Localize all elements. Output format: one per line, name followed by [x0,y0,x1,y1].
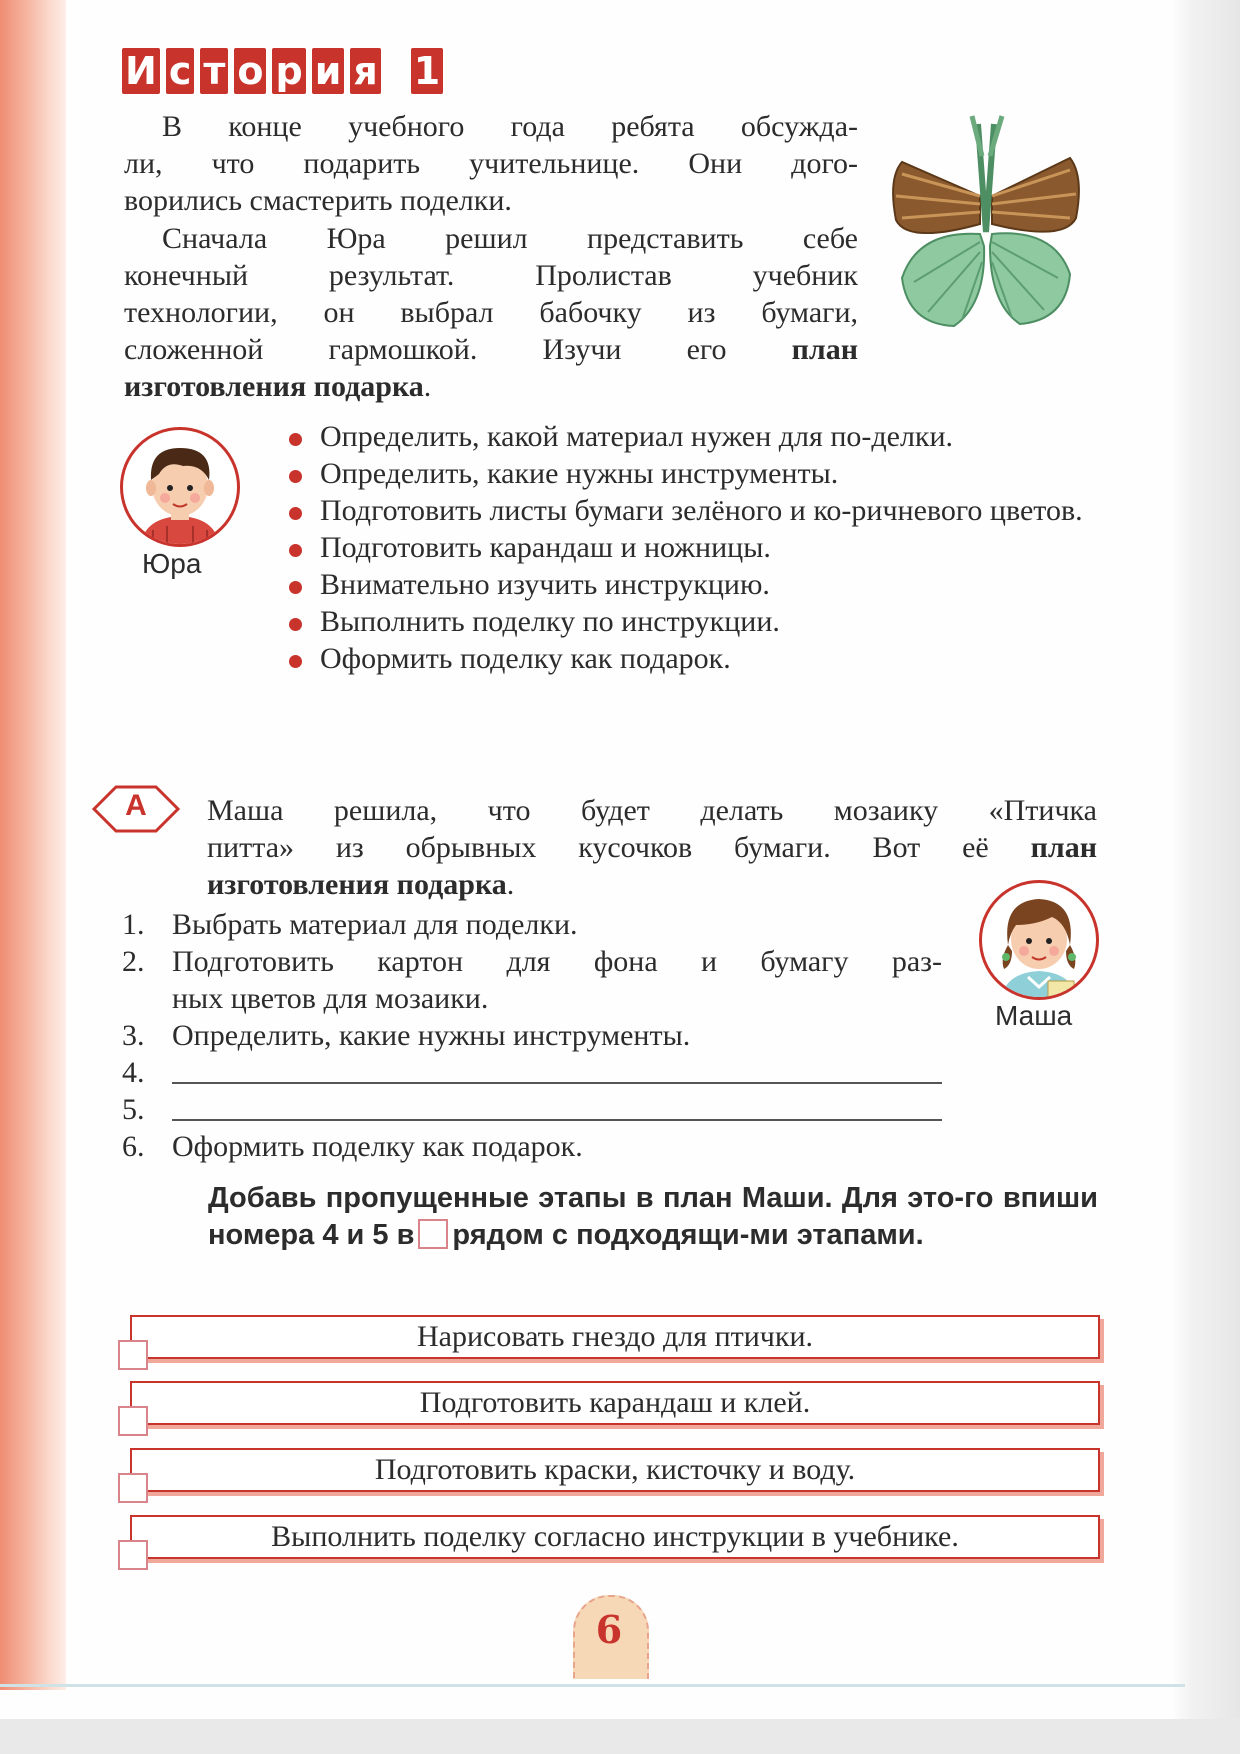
butterfly-illustration [888,112,1084,336]
yura-plan-list [287,418,1097,677]
title-letter: и [312,48,345,94]
story-line: ли, что подарить учительнице. Они дого- [124,147,858,180]
inline-checkbox-icon [418,1219,448,1249]
item-text: Выбрать материал для поделки. [172,908,578,941]
title-letter: р [272,48,305,94]
story-bold: план [791,333,859,366]
story-bold: изготовления подарка [124,370,424,403]
task-instruction [208,1180,1098,1254]
title-number: 1 [411,48,443,94]
item-number: 4. [122,1056,145,1089]
masha-plan-item-blank [122,1091,942,1128]
item-text: Оформить поделку как подарок. [172,1130,583,1163]
masha-avatar [979,880,1099,1000]
butterfly-wing [902,234,984,326]
story-line [124,331,858,368]
task-line [207,866,1097,903]
story-line: ворились смастерить поделки. [124,184,512,217]
item-text: Определить, какие нужны инструменты. [172,1019,691,1052]
write-in-line[interactable] [172,1091,942,1121]
story-text: сложенной гармошкой. Изучи его [124,333,727,366]
story-period: . [423,370,432,403]
option-box: Подготовить краски, кисточку и воду. [130,1448,1100,1492]
yura-plan-item: Определить, какой материал нужен для по-делки. [287,418,1097,455]
masha-plan-item [122,1128,942,1165]
option-box: Выполнить поделку согласно инструкции в учебнике. [130,1515,1100,1559]
title-letter: с [166,48,195,94]
option-checkbox[interactable] [118,1473,148,1503]
page-number: 6 [595,1607,623,1652]
option-checkbox[interactable] [118,1540,148,1570]
masha-plan-item [122,943,942,980]
task-line [207,829,1097,866]
masha-plan-item [122,1017,942,1054]
title-letter: о [234,48,266,94]
masha-plan-item-blank [122,1054,942,1091]
story-line: технологии, он выбрал бабочку из бумаги, [124,296,858,329]
instruction-text: рядом с подходящи-ми этапами. [452,1219,924,1251]
masha-label: Маша [995,1000,1073,1031]
option-checkbox[interactable] [118,1406,148,1436]
masha-plan-item [122,906,942,943]
title-letter: т [200,48,228,94]
task-marker-letter: А [125,789,147,822]
instruction-text: Добавь пропущенные этапы в план Маши. Для это-го впиши номера 4 и 5 в [208,1182,1098,1251]
item-number: 2. [122,945,145,978]
masha-plan-item-continued [122,980,942,1017]
yura-avatar [120,427,240,547]
scan-edge [1170,0,1240,1754]
item-number: 5. [122,1093,145,1126]
yura-plan-item: Подготовить листы бумаги зелёного и ко-ричневого цветов. [287,492,1097,529]
option-checkbox[interactable] [118,1340,148,1370]
task-bold: план [1030,831,1098,864]
story-line: конечный результат. Пролистав учебник [124,259,858,292]
task-text: питта» из обрывных кусочков бумаги. Вот её [207,831,989,864]
option-box: Нарисовать гнездо для птички. [130,1315,1100,1359]
butterfly-antenna [972,116,1002,156]
option-box: Подготовить карандаш и клей. [130,1381,1100,1425]
task-period: . [506,868,515,901]
write-in-line[interactable] [172,1054,942,1084]
task-marker [90,783,182,840]
yura-plan-item: Выполнить поделку по инструкции. [287,603,1097,640]
story-line: Сначала Юра решил представить себе [162,222,858,255]
page-title [122,48,443,94]
item-text: Подготовить картон для фона и бумагу раз- [172,945,942,978]
task-bold: изготовления подарка [207,868,507,901]
butterfly-wing [893,162,980,233]
yura-plan-item: Оформить поделку как подарок. [287,640,1097,677]
task-line: Маша решила, что будет делать мозаику «Птичка [207,794,1097,827]
scan-edge-bottom [0,1719,1240,1754]
title-letter: И [122,48,160,94]
butterfly-wing [992,158,1079,232]
decorative-stripe [0,0,66,1690]
item-number: 1. [122,908,145,941]
yura-plan-item: Подготовить карандаш и ножницы. [287,529,1097,566]
item-text: ных цветов для мозаики. [172,982,489,1015]
masha-plan-list [122,906,942,1165]
bottom-rule [0,1684,1185,1687]
item-number: 3. [122,1019,145,1052]
title-letter: я [350,48,380,94]
yura-plan-item: Внимательно изучить инструкцию. [287,566,1097,603]
story-line: В конце учебного года ребята обсужда- [162,110,858,143]
butterfly-wing [990,233,1070,324]
yura-label: Юра [142,548,202,579]
yura-plan-item: Определить, какие нужны инструменты. [287,455,1097,492]
item-number: 6. [122,1130,145,1163]
story-line [124,368,858,405]
